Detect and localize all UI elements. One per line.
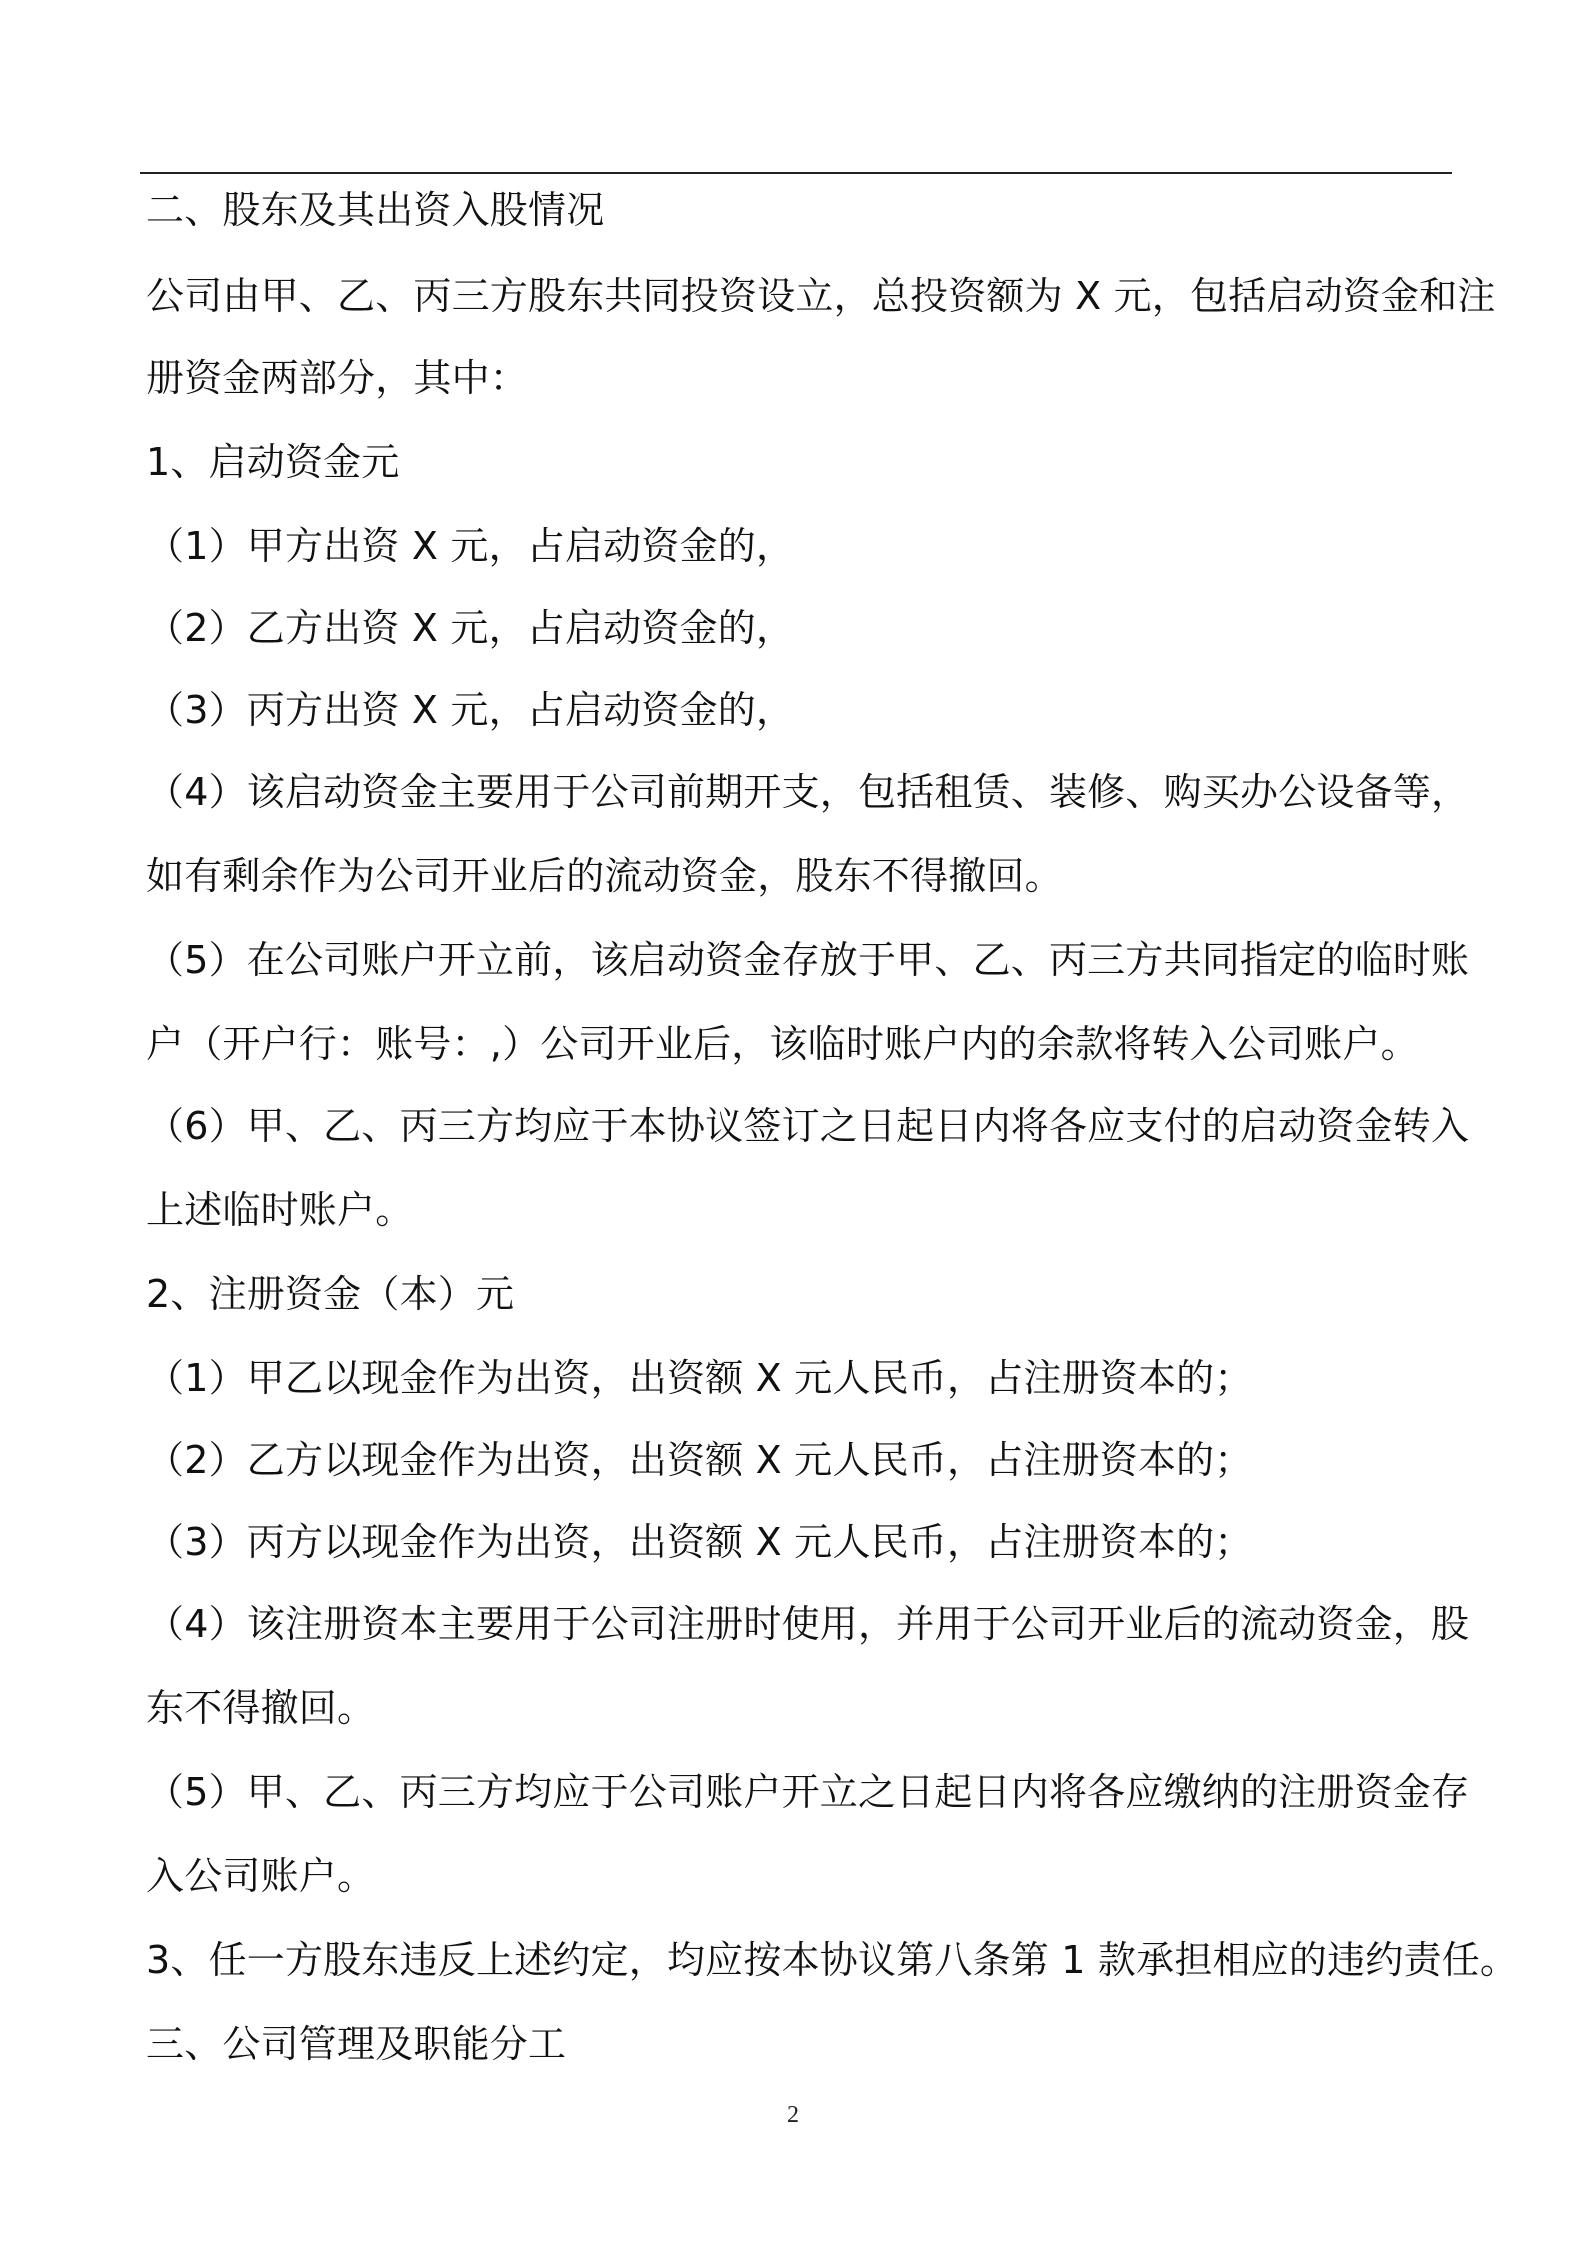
subheading-startup-funds: 1、启动资金元 <box>146 440 400 484</box>
list-item-line: （5）甲、乙、丙三方均应于公司账户开立之日起日内将各应缴纳的注册资金存 <box>146 1770 1470 1814</box>
list-item-line: （5）在公司账户开立前，该启动资金存放于甲、乙、丙三方共同指定的临时账 <box>146 938 1470 982</box>
section-heading-management: 三、公司管理及职能分工 <box>146 2022 567 2066</box>
paragraph-line: 上述临时账户。 <box>146 1188 414 1232</box>
paragraph-line: 入公司账户。 <box>146 1854 376 1898</box>
subheading-registered-capital: 2、注册资金（本）元 <box>146 1272 515 1316</box>
clause-line: 3、任一方股东违反上述约定，均应按本协议第八条第 1 款承担相应的违约责任。 <box>146 1938 1519 1982</box>
list-item-line: （3）丙方出资 X 元，占启动资金的， <box>146 688 795 732</box>
paragraph-line: 户（开户行：账号：,）公司开业后，该临时账户内的余款将转入公司账户。 <box>146 1022 1419 1066</box>
section-heading-shareholders: 二、股东及其出资入股情况 <box>146 188 605 232</box>
list-item-line: （4）该启动资金主要用于公司前期开支，包括租赁、装修、购买办公设备等， <box>146 770 1470 814</box>
list-item-line: （4）该注册资本主要用于公司注册时使用，并用于公司开业后的流动资金，股 <box>146 1602 1470 1646</box>
paragraph-line: 东不得撤回。 <box>146 1686 376 1730</box>
page-number: 2 <box>787 2102 799 2128</box>
list-item-line: （2）乙方以现金作为出资，出资额 X 元人民币，占注册资本的； <box>146 1438 1253 1482</box>
list-item-line: （1）甲方出资 X 元，占启动资金的， <box>146 524 795 568</box>
paragraph-line: 册资金两部分，其中： <box>146 356 529 400</box>
paragraph-line: 如有剩余作为公司开业后的流动资金，股东不得撤回。 <box>146 854 1063 898</box>
list-item-line: （6）甲、乙、丙三方均应于本协议签订之日起日内将各应支付的启动资金转入 <box>146 1104 1470 1148</box>
top-rule-divider <box>140 172 1452 174</box>
list-item-line: （3）丙方以现金作为出资，出资额 X 元人民币，占注册资本的； <box>146 1520 1253 1564</box>
paragraph-line: 公司由甲、乙、丙三方股东共同投资设立，总投资额为 X 元，包括启动资金和注 <box>146 274 1496 318</box>
list-item-line: （2）乙方出资 X 元，占启动资金的， <box>146 606 795 650</box>
list-item-line: （1）甲乙以现金作为出资，出资额 X 元人民币，占注册资本的； <box>146 1356 1253 1400</box>
